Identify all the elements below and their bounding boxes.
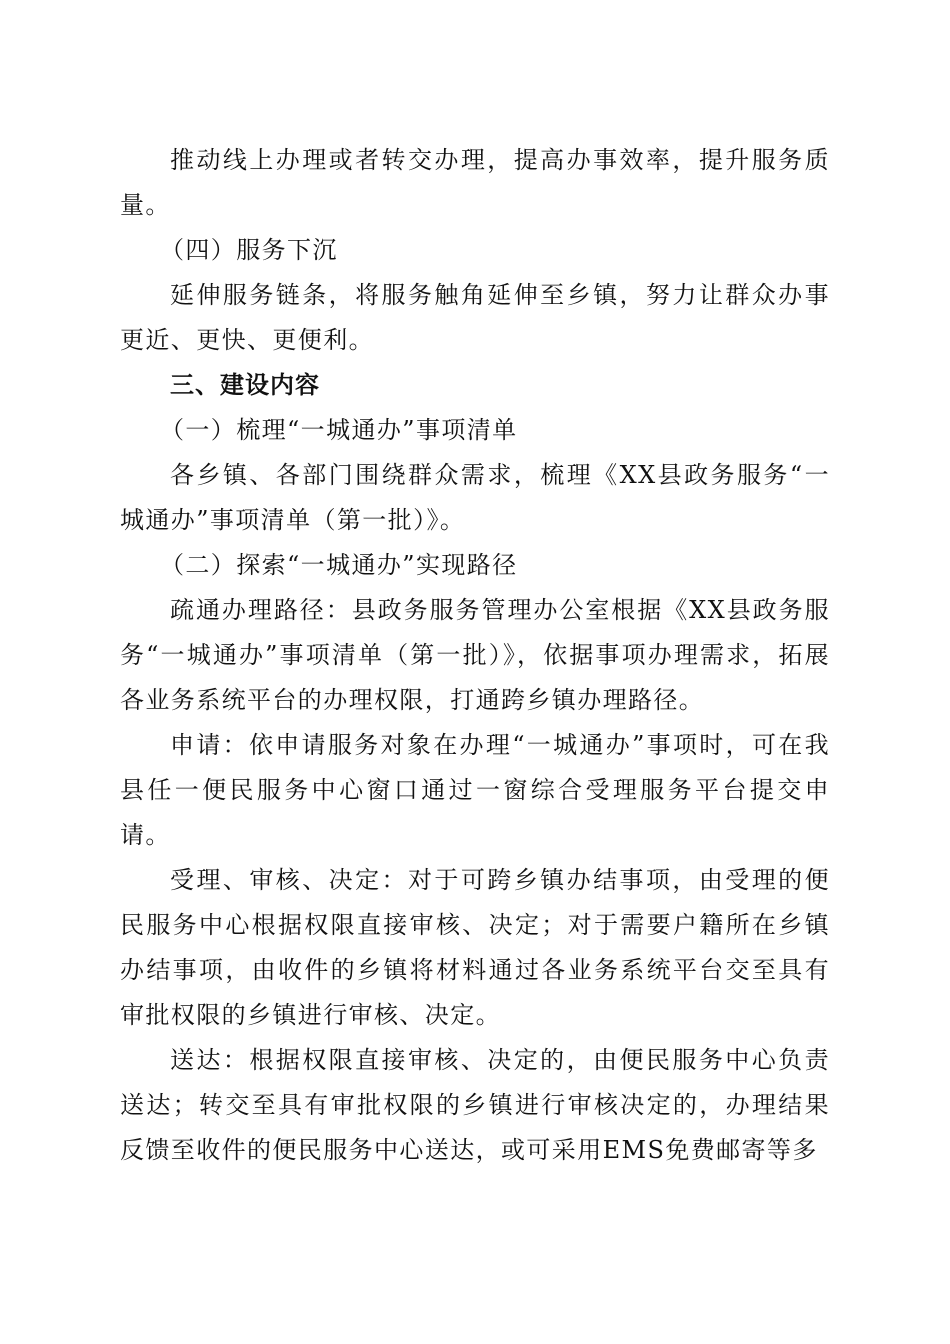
subheading-service-sinking: （四）服务下沉	[160, 236, 338, 264]
paragraph-item-list: 各乡镇、各部门围绕群众需求，梳理《XX县政务服务“一城通办”事项清单（第一批）》。	[120, 461, 830, 534]
paragraph-processing-path: 疏通办理路径：县政务服务管理办公室根据《XX县政务服务“一城通办”事项清单（第一批）》，依据事项办理需求，拓展各业务系统平台的办理权限，打通跨乡镇办理路径。	[120, 596, 830, 714]
section-heading-construction-content: 三、建设内容	[170, 371, 320, 399]
paragraph-acceptance-review-decision: 受理、审核、决定：对于可跨乡镇办结事项，由受理的便民服务中心根据权限直接审核、决定；对于需要户籍所在乡镇办结事项，由收件的乡镇将材料通过各业务系统平台交至具有审批权限的乡镇进行审核、决定。	[120, 866, 830, 1029]
subheading-implementation-path: （二）探索“一城通办”实现路径	[160, 551, 518, 579]
paragraph-service-efficiency: 推动线上办理或者转交办理，提高办事效率，提升服务质量。	[120, 146, 830, 219]
paragraph-delivery: 送达：根据权限直接审核、决定的，由便民服务中心负责送达；转交至具有审批权限的乡镇进行审核决定的，办理结果反馈至收件的便民服务中心送达，或可采用EMS免费邮寄等多	[120, 1046, 830, 1164]
paragraph-application: 申请：依申请服务对象在办理“一城通办”事项时，可在我县任一便民服务中心窗口通过一窗综合受理服务平台提交申请。	[120, 731, 830, 849]
subheading-item-list: （一）梳理“一城通办”事项清单	[160, 416, 518, 444]
paragraph-extend-service-chain: 延伸服务链条，将服务触角延伸至乡镇，努力让群众办事更近、更快、更便利。	[120, 281, 830, 354]
document-body	[120, 138, 830, 1173]
